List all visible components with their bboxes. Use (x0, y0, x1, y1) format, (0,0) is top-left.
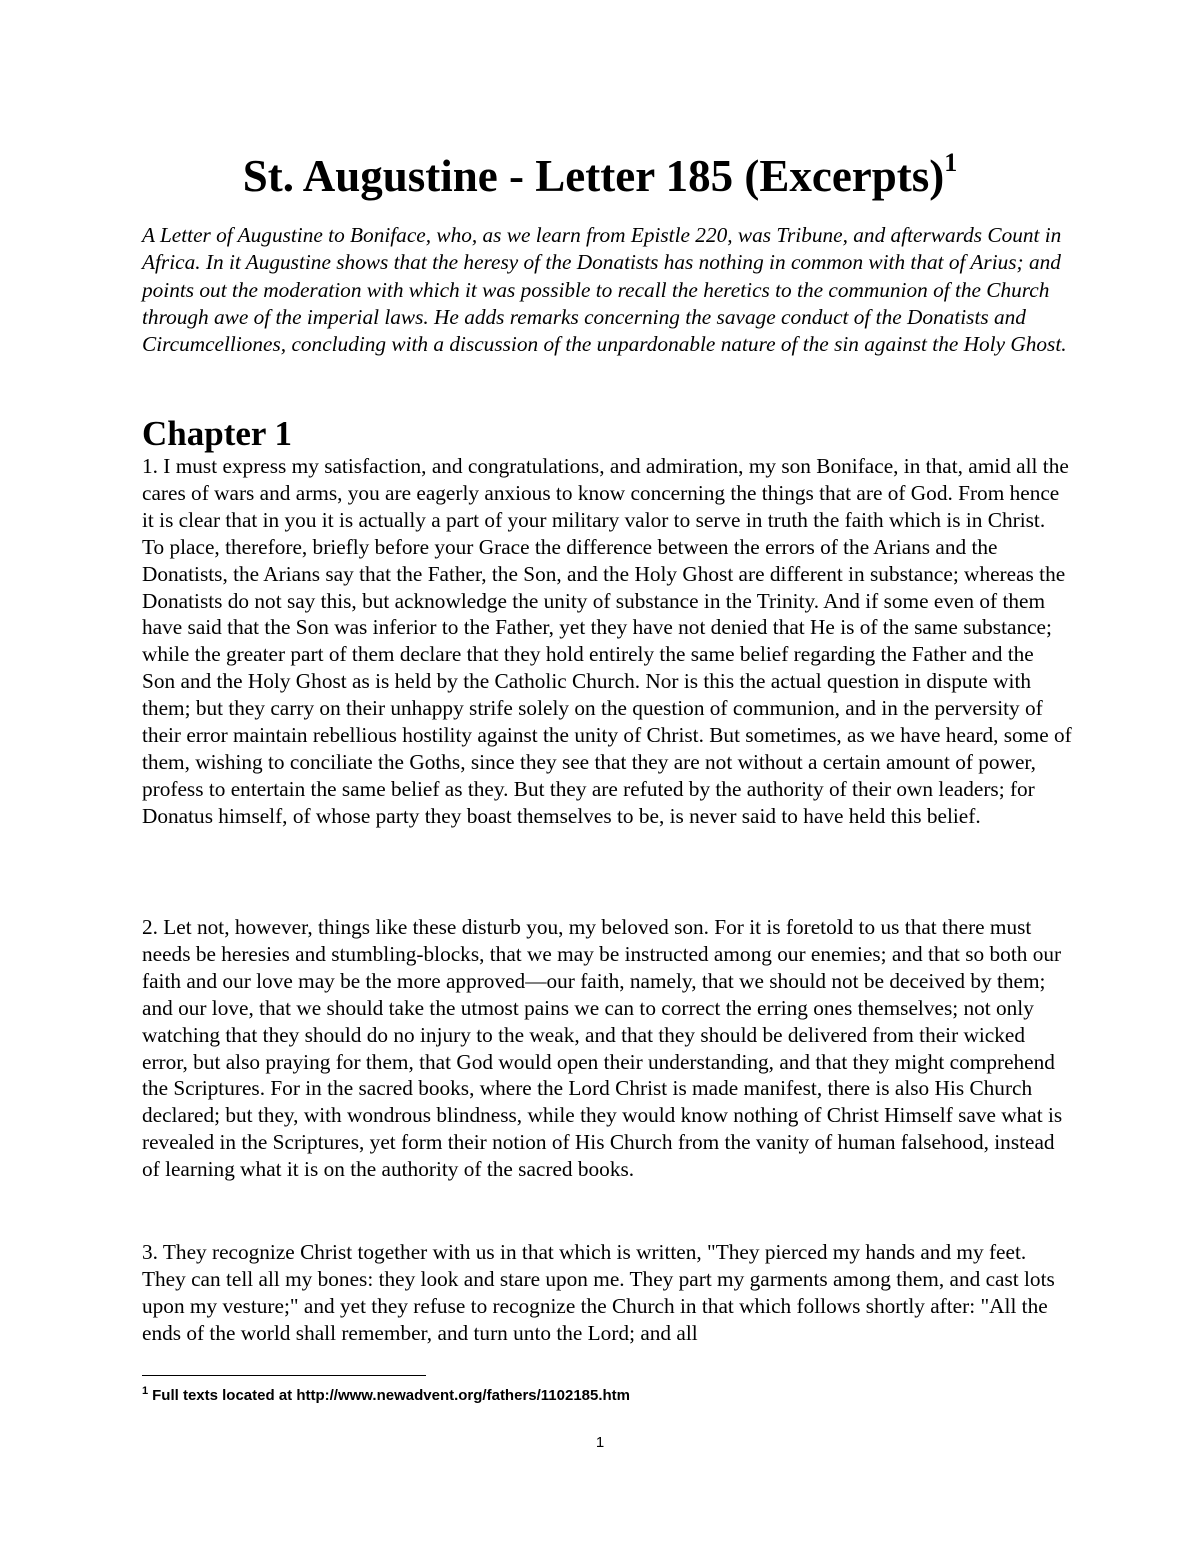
paragraph-1: 1. I must express my satisfaction, and congratulations, and admiration, my son Boniface, in that, amid all the cares of wars and arms, you are eagerly anxious to know concerning the things that are of God. From hence it is clear that in you it is actually a part of your military valor to serve in truth the faith which is in Christ. To place, therefore, briefly before your Grace the difference between the errors of the Arians and the Donatists, the Arians say that the Father, the Son, and the Holy Ghost are different in substance; whereas the Donatists do not say this, but acknowledge the unity of substance in the Trinity. And if some even of them have said that the Son was inferior to the Father, yet they have not denied that He is of the same substance; while the greater part of them declare that they hold entirely the same belief regarding the Father and the Son and the Holy Ghost as is held by the Catholic Church. Nor is this the actual question in dispute with them; but they carry on their unhappy strife solely on the question of communion, and in the perversity of their error maintain rebellious hostility against the unity of Christ. But sometimes, as we have heard, some of them, wishing to conciliate the Goths, since they see that they are not without a certain amount of power, profess to entertain the same belief as they. But they are refuted by the authority of their own leaders; for Donatus himself, of whose party they boast themselves to be, is never said to have held this belief. (142, 454, 1072, 828)
title-footnote-marker[interactable]: 1 (944, 148, 958, 177)
footnote (142, 1386, 630, 1406)
paragraph-3: 3. They recognize Christ together with us in that which is written, "They pierced my hands and my feet. They can tell all my bones: they look and stare upon me. They part my garments among them, and cast lots upon my vesture;" and yet they refuse to recognize the Church in that which follows shortly after: "All the ends of the world shall remember, and turn unto the Lord; and all (142, 1240, 1055, 1345)
chapter-heading: Chapter 1 (142, 414, 293, 453)
page-title (0, 148, 1200, 204)
title-text: St. Augustine - Letter 185 (Excerpts) (242, 151, 945, 201)
footnote-marker: 1 (142, 1385, 149, 1397)
paragraph-2: 2. Let not, however, things like these disturb you, my beloved son. For it is foretold to us that there must needs be heresies and stumbling-blocks, that we may be instructed among our enemies; and that so both our faith and our love may be the more approved—our faith, namely, that we should not be deceived by them; and our love, that we should take the utmost pains we can to correct the erring ones themselves; not only watching that they should do no injury to the weak, and that they should be delivered from their wicked error, but also praying for them, that God would open their understanding, and that they might comprehend the Scriptures. For in the sacred books, where the Lord Christ is made manifest, there is also His Church declared; but they, with wondrous blindness, while they would know nothing of Christ Himself save what is revealed in the Scriptures, yet form their notion of His Church from the vanity of human falsehood, instead of learning what it is on the authority of the sacred books. (142, 915, 1063, 1182)
footnote-text[interactable]: Full texts located at http://www.newadvent.org/fathers/1102185.htm (152, 1387, 631, 1404)
page-number: 1 (595, 1434, 605, 1451)
footnote-separator (142, 1375, 426, 1376)
intro-summary: A Letter of Augustine to Boniface, who, as we learn from Epistle 220, was Tribune, and afterwards Count in Africa. In it Augustine shows that the heresy of the Donatists has nothing in common with that of Arius; and points out the moderation with which it was possible to recall the heretics to the communion of the Church through awe of the imperial laws. He adds remarks concerning the savage conduct of the Donatists and Circumcelliones, concluding with a discussion of the unpardonable nature of the sin against the Holy Ghost. (142, 223, 1067, 357)
